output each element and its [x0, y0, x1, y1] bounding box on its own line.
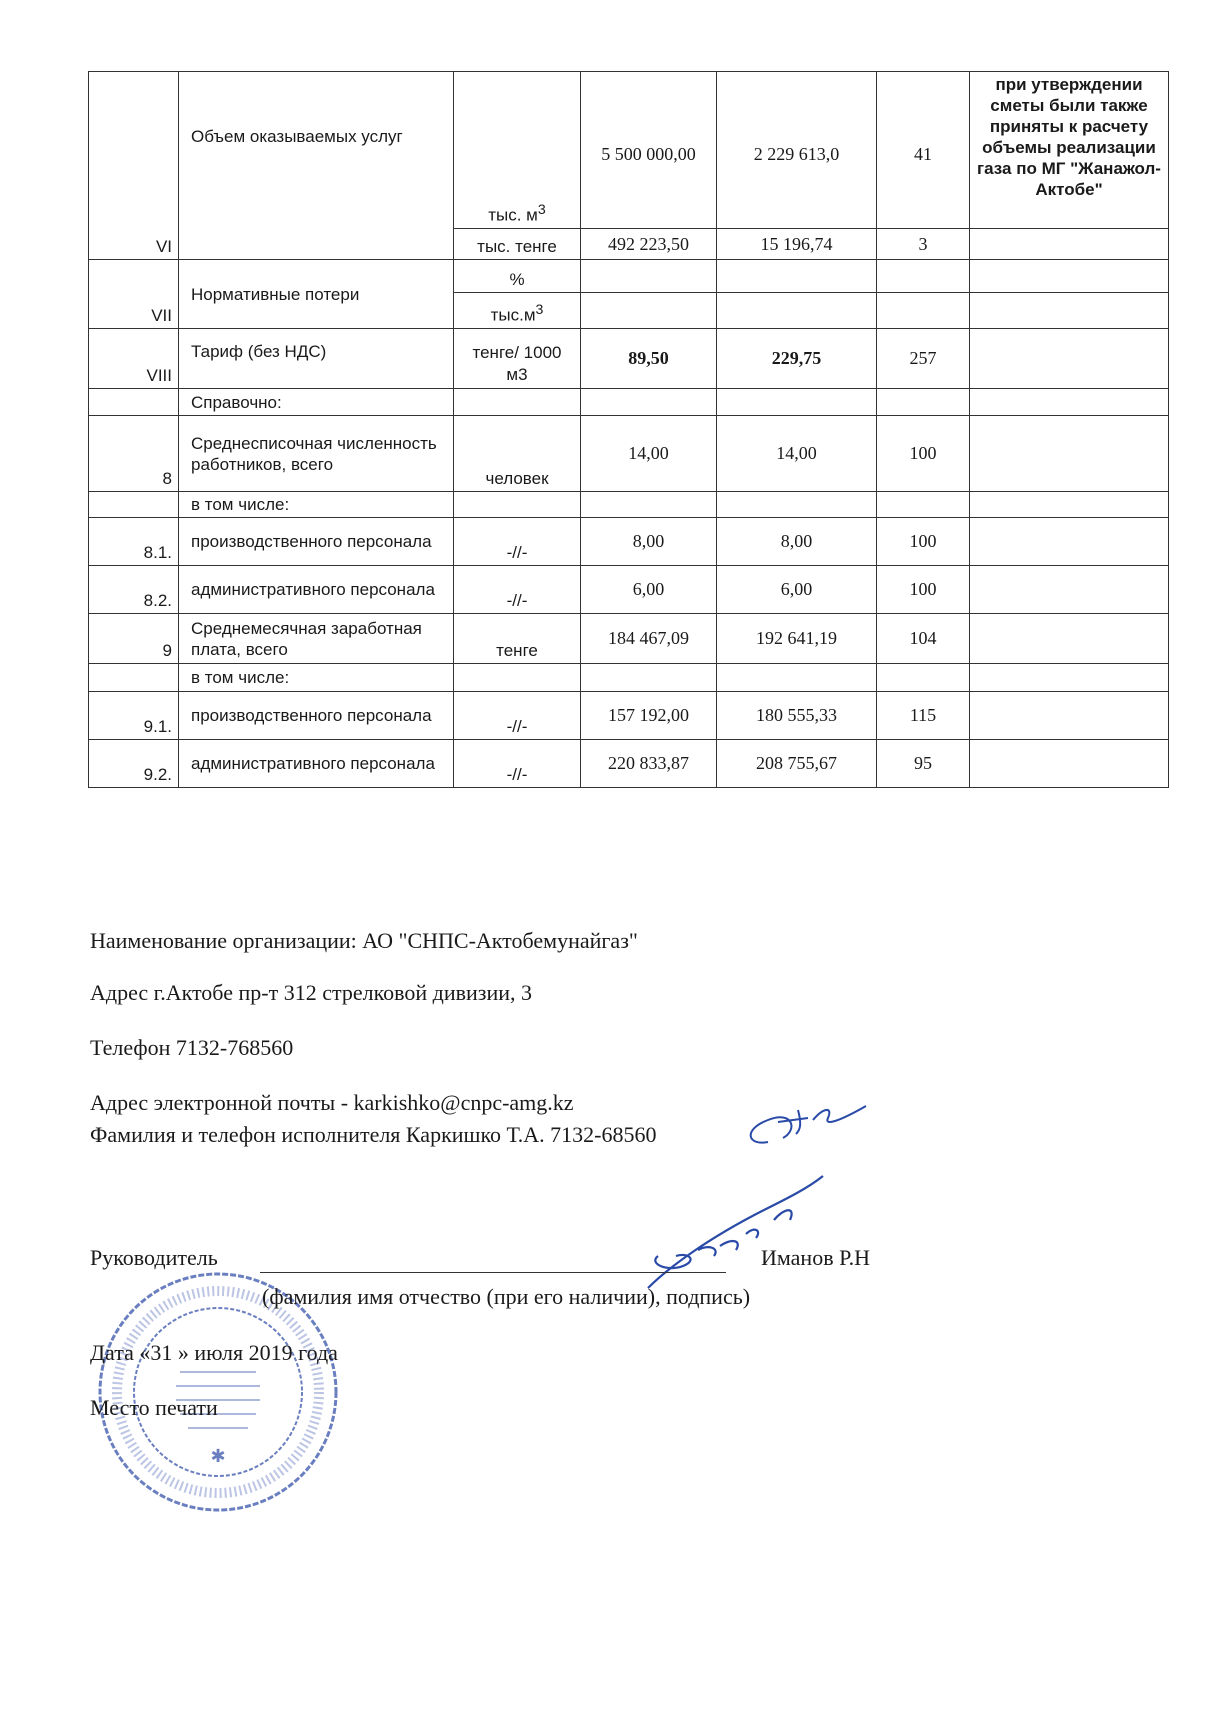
fact-value: 208 755,67	[717, 740, 877, 788]
unit-cell: тыс. тенге	[454, 229, 581, 260]
unit-cell: %	[454, 260, 581, 293]
plan-value: 492 223,50	[581, 229, 717, 260]
unit-cell: -//-	[454, 518, 581, 566]
table-row	[89, 72, 1169, 229]
row-label: Среднемесячная заработная плата, всего	[179, 614, 454, 664]
table-row	[89, 518, 1169, 566]
row-label: Нормативные потери	[179, 260, 454, 329]
unit-cell: -//-	[454, 566, 581, 614]
row-label: административного персонала	[179, 740, 454, 788]
percent-value: 41	[877, 72, 970, 229]
fact-value: 229,75	[717, 329, 877, 389]
percent-value: 100	[877, 416, 970, 492]
row-label: производственного персонала	[179, 518, 454, 566]
row-number: 8	[89, 416, 179, 492]
report-table-container	[88, 71, 1169, 788]
organization-phone: Телефон 7132-768560	[90, 1035, 294, 1060]
row-label: административного персонала	[179, 566, 454, 614]
signature-row	[90, 1245, 910, 1275]
fact-value: 6,00	[717, 566, 877, 614]
document-date: Дата «31 » июля 2019 года	[90, 1340, 338, 1365]
director-signature	[628, 1168, 828, 1298]
plan-value: 14,00	[581, 416, 717, 492]
director-role: Руководитель	[90, 1245, 218, 1270]
executor-info: Фамилия и телефон исполнителя Каркишко Т.А. 7132-68560	[90, 1122, 657, 1147]
row-label: производственного персонала	[179, 692, 454, 740]
unit-cell: тенге	[454, 614, 581, 664]
plan-value: 220 833,87	[581, 740, 717, 788]
subtotal-label: в том числе:	[179, 664, 454, 692]
plan-value: 6,00	[581, 566, 717, 614]
note-cell	[970, 229, 1169, 260]
unit-cell: человек	[454, 416, 581, 492]
row-number: 8.1.	[89, 518, 179, 566]
table-row	[89, 614, 1169, 664]
director-name: Иманов Р.Н	[761, 1245, 870, 1270]
fact-value: 15 196,74	[717, 229, 877, 260]
fact-value: 2 229 613,0	[717, 72, 877, 229]
table-row	[89, 389, 1169, 416]
fact-value: 14,00	[717, 416, 877, 492]
table-row	[89, 664, 1169, 692]
table-row	[89, 566, 1169, 614]
table-row	[89, 260, 1169, 293]
organization-address: Адрес г.Актобе пр-т 312 стрелковой дивизии, 3	[90, 980, 533, 1005]
fact-value: 192 641,19	[717, 614, 877, 664]
row-number: VI	[89, 72, 179, 260]
table-row	[89, 692, 1169, 740]
organization-email: Адрес электронной почты - karkishko@cnpc-amg.kz	[90, 1090, 574, 1115]
unit-cell: -//-	[454, 740, 581, 788]
percent-value: 115	[877, 692, 970, 740]
percent-value: 100	[877, 518, 970, 566]
fact-value: 180 555,33	[717, 692, 877, 740]
table-row	[89, 492, 1169, 518]
unit-cell: $тыс.м^3$	[454, 293, 581, 329]
plan-value: 184 467,09	[581, 614, 717, 664]
table-row	[89, 416, 1169, 492]
reference-label: Справочно:	[179, 389, 454, 416]
row-number: 9	[89, 614, 179, 664]
percent-value: 100	[877, 566, 970, 614]
unit-cell: -//-	[454, 692, 581, 740]
signature-caption: (фамилия имя отчество (при его наличии), подпись)	[262, 1284, 751, 1309]
executor-signature	[738, 1100, 868, 1160]
row-label: Среднесписочная численность работников, всего	[179, 416, 454, 492]
table-row	[89, 329, 1169, 389]
note-cell: при утверждении сметы были также приняты к расчету объемы реализации газа по МГ "Жанажол-Актобе"	[970, 72, 1169, 229]
unit-cell: тыс. $м^3$	[454, 72, 581, 229]
seal-place-label: Место печати	[90, 1395, 218, 1420]
organization-name: Наименование организации: АО "СНПС-Актобемунайгаз"	[90, 928, 638, 953]
percent-value: 257	[877, 329, 970, 389]
plan-value: 157 192,00	[581, 692, 717, 740]
plan-value: 8,00	[581, 518, 717, 566]
percent-value: 95	[877, 740, 970, 788]
plan-value: 5 500 000,00	[581, 72, 717, 229]
table-row	[89, 740, 1169, 788]
row-number: VII	[89, 260, 179, 329]
percent-value: 3	[877, 229, 970, 260]
unit-cell: тенге/ 1000 м3	[454, 329, 581, 389]
row-label: Объем оказываемых услуг	[179, 72, 454, 260]
row-number: 9.2.	[89, 740, 179, 788]
row-number: 9.1.	[89, 692, 179, 740]
row-number: 8.2.	[89, 566, 179, 614]
report-table	[88, 71, 1169, 788]
plan-value: 89,50	[581, 329, 717, 389]
signature-line	[260, 1272, 726, 1273]
percent-value: 104	[877, 614, 970, 664]
svg-text:✱: ✱	[210, 1446, 226, 1467]
row-label: Тариф (без НДС)	[179, 329, 454, 389]
subtotal-label: в том числе:	[179, 492, 454, 518]
row-number: VIII	[89, 329, 179, 389]
fact-value: 8,00	[717, 518, 877, 566]
